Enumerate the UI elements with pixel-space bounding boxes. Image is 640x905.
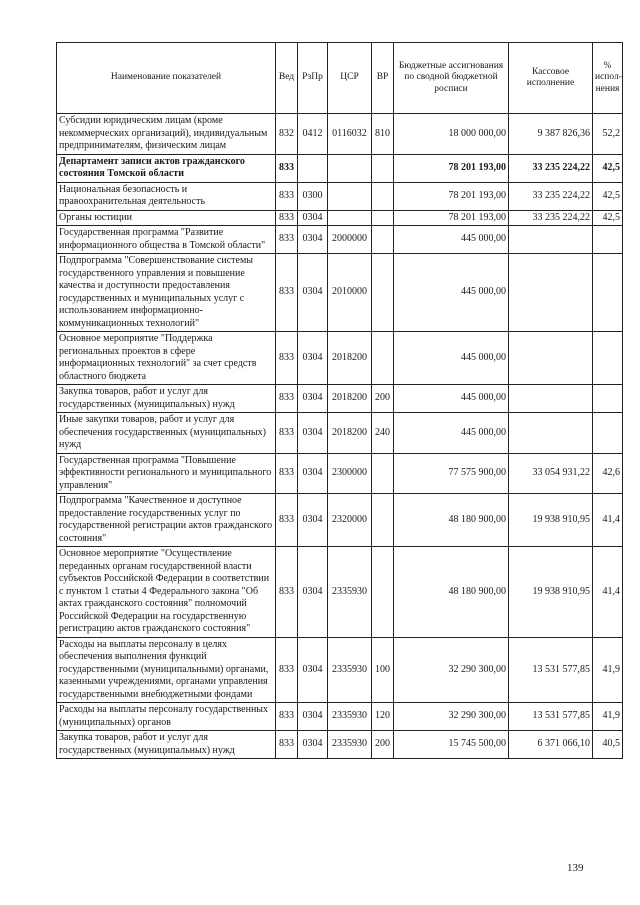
table-header-row bbox=[57, 43, 623, 114]
cell-ved: 833 bbox=[276, 547, 298, 638]
header-kassovoe: Кассовое исполнение bbox=[509, 43, 593, 114]
table-body bbox=[57, 114, 623, 759]
cell-ved: 833 bbox=[276, 385, 298, 413]
cell-csr: 2018200 bbox=[328, 385, 372, 413]
cell-csr: 2335930 bbox=[328, 547, 372, 638]
table-row bbox=[57, 385, 623, 413]
cell-ved: 833 bbox=[276, 453, 298, 494]
cell-budget: 78 201 193,00 bbox=[394, 182, 509, 210]
cell-name: Органы юстиции bbox=[57, 210, 276, 226]
header-csr: ЦСР bbox=[328, 43, 372, 114]
cell-percent: 41,4 bbox=[593, 547, 623, 638]
cell-name: Субсидии юридическим лицам (кроме некоммерческих организаций), индивидуальным предпринимателям, физическим лицам bbox=[57, 114, 276, 155]
table-row bbox=[57, 703, 623, 731]
cell-rzpr: 0304 bbox=[298, 494, 328, 547]
cell-percent: 52,2 bbox=[593, 114, 623, 155]
cell-rzpr: 0304 bbox=[298, 703, 328, 731]
table-row bbox=[57, 547, 623, 638]
cell-kassovoe: 19 938 910,95 bbox=[509, 547, 593, 638]
cell-vr bbox=[372, 332, 394, 385]
cell-percent bbox=[593, 254, 623, 332]
cell-ved: 833 bbox=[276, 703, 298, 731]
cell-budget: 445 000,00 bbox=[394, 385, 509, 413]
cell-name: Иные закупки товаров, работ и услуг для обеспечения государственных (муниципальных) нужд bbox=[57, 413, 276, 454]
table-row bbox=[57, 332, 623, 385]
cell-csr: 2335930 bbox=[328, 731, 372, 759]
cell-csr: 2300000 bbox=[328, 453, 372, 494]
cell-kassovoe bbox=[509, 332, 593, 385]
cell-vr bbox=[372, 226, 394, 254]
cell-percent: 42,5 bbox=[593, 182, 623, 210]
cell-name: Основное мероприятие "Осуществление переданных органам государственной власти субъектов Российской Федерации в соответствии с пунктом 1 статьи 4 Федерального закона "Об актах гражданского состояния" полномочий Российской Федерации на государственную регистрацию актов гражданского состояния" bbox=[57, 547, 276, 638]
cell-budget: 77 575 900,00 bbox=[394, 453, 509, 494]
cell-ved: 833 bbox=[276, 154, 298, 182]
cell-budget: 78 201 193,00 bbox=[394, 210, 509, 226]
table-row bbox=[57, 182, 623, 210]
cell-percent bbox=[593, 226, 623, 254]
cell-name: Расходы на выплаты персоналу в целях обеспечения выполнения функций государственными (муниципальными) органами, казенными учреждениями, органами управления государственными внебюджетными фондами bbox=[57, 637, 276, 703]
cell-ved: 833 bbox=[276, 731, 298, 759]
cell-kassovoe: 33 235 224,22 bbox=[509, 182, 593, 210]
cell-name: Государственная программа "Развитие информационного общества в Томской области" bbox=[57, 226, 276, 254]
cell-csr bbox=[328, 182, 372, 210]
cell-vr bbox=[372, 453, 394, 494]
cell-name: Основное мероприятие "Поддержка региональных проектов в сфере информационных технологий" за счет средств областного бюджета bbox=[57, 332, 276, 385]
cell-csr: 2320000 bbox=[328, 494, 372, 547]
cell-csr: 2335930 bbox=[328, 637, 372, 703]
cell-ved: 833 bbox=[276, 637, 298, 703]
cell-vr bbox=[372, 182, 394, 210]
cell-csr: 2335930 bbox=[328, 703, 372, 731]
cell-kassovoe: 33 235 224,22 bbox=[509, 154, 593, 182]
cell-rzpr: 0300 bbox=[298, 182, 328, 210]
cell-kassovoe: 33 235 224,22 bbox=[509, 210, 593, 226]
cell-ved: 833 bbox=[276, 332, 298, 385]
cell-vr: 200 bbox=[372, 385, 394, 413]
cell-rzpr: 0304 bbox=[298, 413, 328, 454]
cell-csr bbox=[328, 210, 372, 226]
cell-name: Национальная безопасность и правоохранительная деятельность bbox=[57, 182, 276, 210]
header-name: Наименование показателей bbox=[57, 43, 276, 114]
cell-csr: 2010000 bbox=[328, 254, 372, 332]
cell-vr: 240 bbox=[372, 413, 394, 454]
cell-rzpr: 0304 bbox=[298, 731, 328, 759]
table-row bbox=[57, 254, 623, 332]
cell-name: Закупка товаров, работ и услуг для государственных (муниципальных) нужд bbox=[57, 731, 276, 759]
cell-kassovoe: 13 531 577,85 bbox=[509, 637, 593, 703]
cell-percent: 41,4 bbox=[593, 494, 623, 547]
cell-percent bbox=[593, 332, 623, 385]
cell-rzpr: 0304 bbox=[298, 453, 328, 494]
cell-rzpr: 0304 bbox=[298, 226, 328, 254]
cell-kassovoe bbox=[509, 385, 593, 413]
cell-name: Государственная программа "Повышение эффективности регионального и муниципального управления" bbox=[57, 453, 276, 494]
cell-budget: 445 000,00 bbox=[394, 226, 509, 254]
cell-csr bbox=[328, 154, 372, 182]
cell-percent: 42,5 bbox=[593, 210, 623, 226]
header-ved: Вед bbox=[276, 43, 298, 114]
cell-name: Расходы на выплаты персоналу государственных (муниципальных) органов bbox=[57, 703, 276, 731]
cell-percent: 42,6 bbox=[593, 453, 623, 494]
cell-budget: 32 290 300,00 bbox=[394, 703, 509, 731]
cell-csr: 0116032 bbox=[328, 114, 372, 155]
cell-percent: 41,9 bbox=[593, 703, 623, 731]
table-row bbox=[57, 494, 623, 547]
cell-budget: 32 290 300,00 bbox=[394, 637, 509, 703]
table-row bbox=[57, 154, 623, 182]
cell-csr: 2000000 bbox=[328, 226, 372, 254]
cell-name: Подпрограмма "Совершенствование системы государственного управления и повышение качества и доступности предоставления государственных и муниципальных услуг с использованием информационно-коммуникационных технологий" bbox=[57, 254, 276, 332]
cell-vr bbox=[372, 254, 394, 332]
cell-kassovoe bbox=[509, 413, 593, 454]
table-row bbox=[57, 114, 623, 155]
table-row bbox=[57, 453, 623, 494]
page-number: 139 bbox=[567, 862, 584, 874]
header-percent: % испол-нения bbox=[593, 43, 623, 114]
cell-rzpr: 0304 bbox=[298, 210, 328, 226]
cell-percent bbox=[593, 385, 623, 413]
cell-ved: 833 bbox=[276, 226, 298, 254]
cell-kassovoe: 6 371 066,10 bbox=[509, 731, 593, 759]
cell-vr: 120 bbox=[372, 703, 394, 731]
cell-csr: 2018200 bbox=[328, 413, 372, 454]
cell-vr bbox=[372, 210, 394, 226]
cell-rzpr: 0304 bbox=[298, 332, 328, 385]
cell-budget: 48 180 900,00 bbox=[394, 547, 509, 638]
cell-percent: 40,5 bbox=[593, 731, 623, 759]
cell-ved: 833 bbox=[276, 210, 298, 226]
cell-rzpr: 0304 bbox=[298, 637, 328, 703]
cell-budget: 48 180 900,00 bbox=[394, 494, 509, 547]
cell-budget: 445 000,00 bbox=[394, 413, 509, 454]
header-vr: ВР bbox=[372, 43, 394, 114]
cell-name: Подпрограмма "Качественное и доступное предоставление государственных услуг по государственной регистрации актов гражданского состояния" bbox=[57, 494, 276, 547]
cell-kassovoe: 19 938 910,95 bbox=[509, 494, 593, 547]
header-budget: Бюджетные ассигнования по сводной бюджетной росписи bbox=[394, 43, 509, 114]
table-row bbox=[57, 637, 623, 703]
budget-table bbox=[56, 42, 623, 759]
cell-percent: 41,9 bbox=[593, 637, 623, 703]
cell-ved: 833 bbox=[276, 254, 298, 332]
cell-kassovoe: 9 387 826,36 bbox=[509, 114, 593, 155]
cell-vr bbox=[372, 547, 394, 638]
cell-percent bbox=[593, 413, 623, 454]
cell-vr: 100 bbox=[372, 637, 394, 703]
cell-csr: 2018200 bbox=[328, 332, 372, 385]
cell-ved: 832 bbox=[276, 114, 298, 155]
table-row bbox=[57, 226, 623, 254]
cell-rzpr: 0304 bbox=[298, 254, 328, 332]
cell-name: Департамент записи актов гражданского состояния Томской области bbox=[57, 154, 276, 182]
cell-name: Закупка товаров, работ и услуг для государственных (муниципальных) нужд bbox=[57, 385, 276, 413]
cell-vr bbox=[372, 154, 394, 182]
cell-vr: 810 bbox=[372, 114, 394, 155]
cell-rzpr bbox=[298, 154, 328, 182]
cell-rzpr: 0304 bbox=[298, 385, 328, 413]
cell-ved: 833 bbox=[276, 494, 298, 547]
table-row bbox=[57, 413, 623, 454]
cell-kassovoe: 33 054 931,22 bbox=[509, 453, 593, 494]
cell-kassovoe: 13 531 577,85 bbox=[509, 703, 593, 731]
cell-ved: 833 bbox=[276, 413, 298, 454]
cell-budget: 15 745 500,00 bbox=[394, 731, 509, 759]
cell-ved: 833 bbox=[276, 182, 298, 210]
table-row bbox=[57, 210, 623, 226]
cell-percent: 42,5 bbox=[593, 154, 623, 182]
cell-budget: 445 000,00 bbox=[394, 254, 509, 332]
cell-budget: 18 000 000,00 bbox=[394, 114, 509, 155]
cell-vr: 200 bbox=[372, 731, 394, 759]
cell-rzpr: 0304 bbox=[298, 547, 328, 638]
cell-kassovoe bbox=[509, 254, 593, 332]
cell-kassovoe bbox=[509, 226, 593, 254]
cell-vr bbox=[372, 494, 394, 547]
table-row bbox=[57, 731, 623, 759]
cell-budget: 78 201 193,00 bbox=[394, 154, 509, 182]
header-rzpr: РзПр bbox=[298, 43, 328, 114]
cell-budget: 445 000,00 bbox=[394, 332, 509, 385]
cell-rzpr: 0412 bbox=[298, 114, 328, 155]
